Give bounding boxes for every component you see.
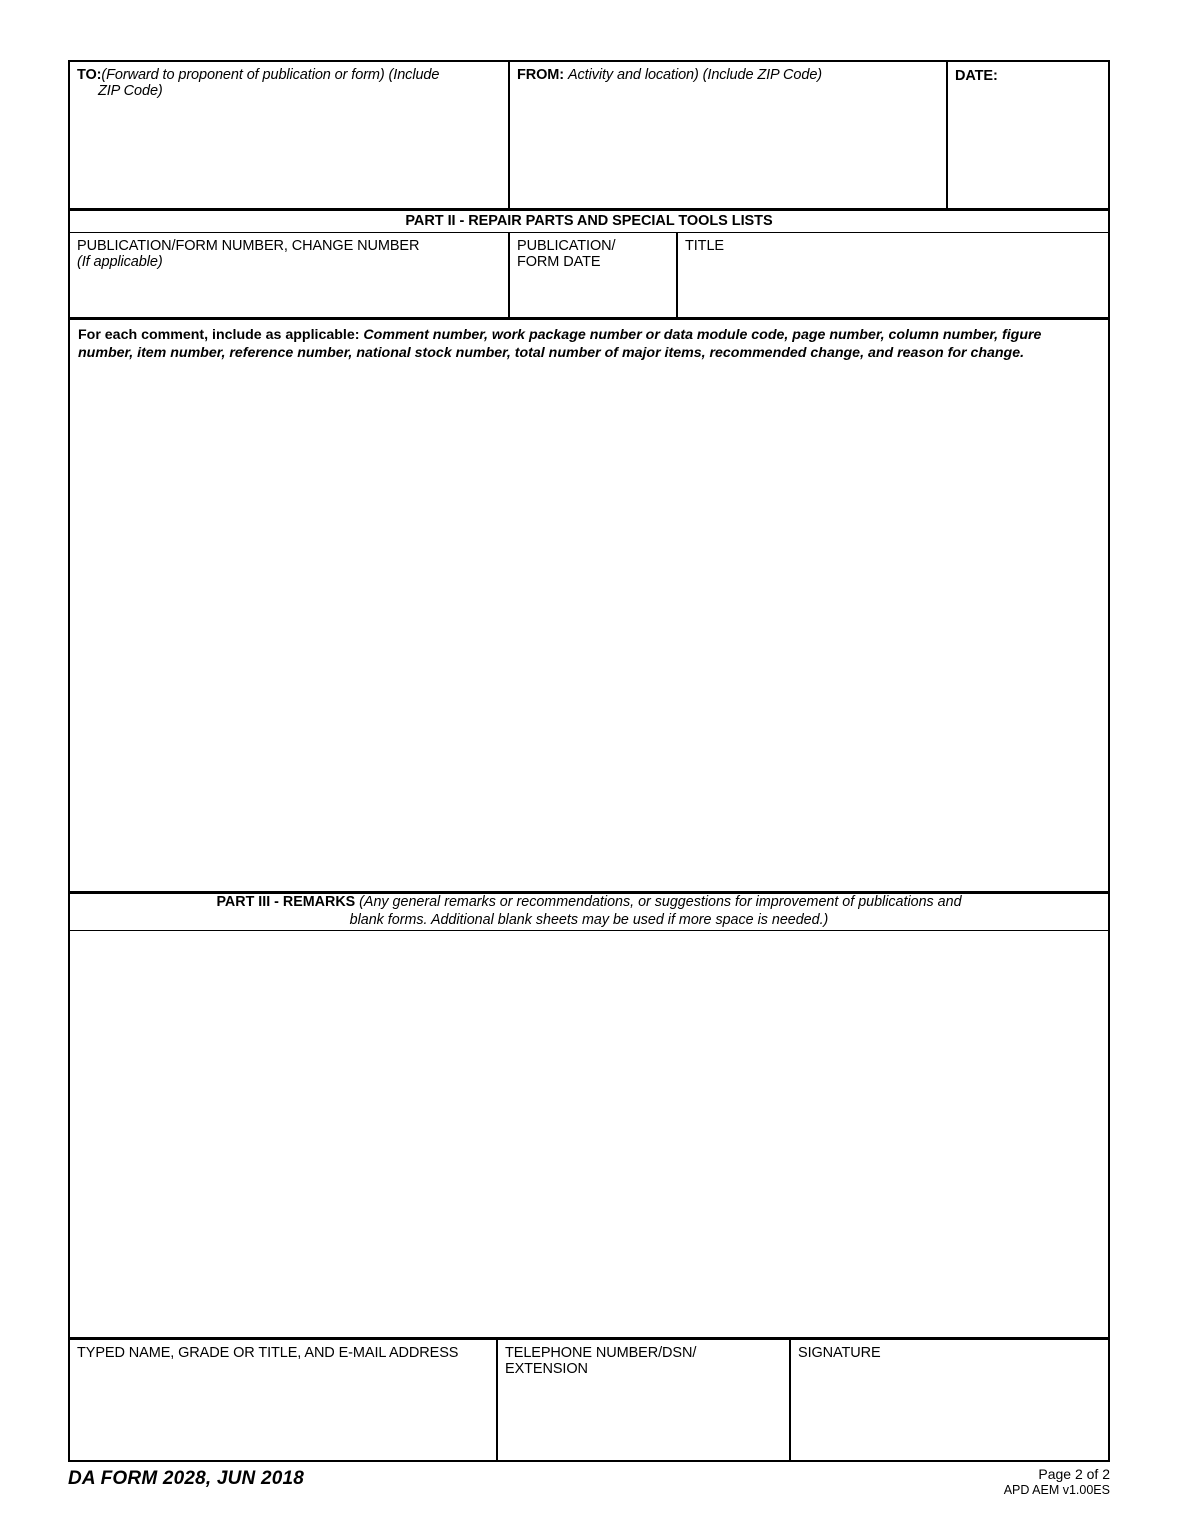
signature-label: SIGNATURE bbox=[798, 1345, 881, 1361]
to-label: TO: bbox=[77, 67, 102, 83]
to-hint-line2: ZIP Code) bbox=[98, 83, 163, 100]
part3-title: PART III - REMARKS bbox=[216, 893, 356, 910]
signature-field[interactable] bbox=[791, 1340, 1108, 1460]
publication-number-label-line2: (If applicable) bbox=[77, 254, 163, 271]
date-field[interactable] bbox=[948, 62, 1108, 208]
remarks-entry-area[interactable] bbox=[70, 931, 1108, 1337]
comment-instruction-body: Comment number, work package number or data module code, page number, column number, figure number, item number, reference number, national stock number, total number of major items, recommended change, and reason for change. bbox=[78, 327, 1042, 361]
part3-header-bar bbox=[70, 894, 1108, 930]
from-field[interactable] bbox=[510, 62, 946, 208]
part3-hint-line1: (Any general remarks or recommendations, or suggestions for improvement of publications and bbox=[359, 893, 962, 910]
footer-page-info bbox=[1004, 1466, 1110, 1498]
from-label-group bbox=[517, 67, 939, 83]
part2-header-bar bbox=[70, 211, 1108, 232]
from-label: FROM: bbox=[517, 67, 565, 83]
page-number-label: Page 2 of 2 bbox=[1038, 1466, 1110, 1482]
telephone-label-line1: TELEPHONE NUMBER/DSN/ bbox=[505, 1345, 697, 1361]
to-label-group bbox=[77, 67, 501, 99]
publication-form-number-field[interactable] bbox=[70, 233, 508, 317]
divider-telephone-signature bbox=[789, 1340, 791, 1462]
publication-number-label-line1: PUBLICATION/FORM NUMBER, CHANGE NUMBER bbox=[77, 238, 420, 254]
telephone-field[interactable] bbox=[498, 1340, 789, 1460]
publication-date-field[interactable] bbox=[510, 233, 676, 317]
divider-name-telephone bbox=[496, 1340, 498, 1462]
part3-header-text bbox=[216, 894, 961, 930]
date-label: DATE: bbox=[955, 68, 998, 84]
from-hint: Activity and location) (Include ZIP Code) bbox=[567, 67, 823, 83]
publication-date-label-line1: PUBLICATION/ bbox=[517, 238, 616, 254]
divider-from-date bbox=[946, 62, 948, 208]
part2-title: PART II - REPAIR PARTS AND SPECIAL TOOLS LISTS bbox=[405, 213, 773, 229]
apd-version-label: APD AEM v1.00ES bbox=[1003, 1483, 1110, 1498]
title-label: TITLE bbox=[685, 238, 724, 254]
title-field[interactable] bbox=[678, 233, 1108, 317]
divider-pubdate-title bbox=[676, 233, 678, 317]
comment-instruction-text bbox=[70, 320, 1108, 363]
to-field[interactable] bbox=[70, 62, 508, 208]
form-number-footer: DA FORM 2028, JUN 2018 bbox=[68, 1468, 305, 1489]
to-hint-line1: (Forward to proponent of publication or form) (Include bbox=[101, 67, 440, 83]
divider-pubnum-pubdate bbox=[508, 233, 510, 317]
divider-to-from bbox=[508, 62, 510, 208]
typed-name-field[interactable] bbox=[70, 1340, 496, 1460]
publication-date-label-line2: FORM DATE bbox=[517, 254, 601, 271]
telephone-label-line2: EXTENSION bbox=[505, 1361, 588, 1378]
comment-instruction-lead: For each comment, include as applicable: bbox=[78, 327, 360, 343]
typed-name-label: TYPED NAME, GRADE OR TITLE, AND E-MAIL ADDRESS bbox=[77, 1345, 459, 1361]
part3-hint-line2: blank forms. Additional blank sheets may be used if more space is needed.) bbox=[349, 911, 829, 928]
comments-entry-area[interactable] bbox=[70, 366, 1108, 891]
